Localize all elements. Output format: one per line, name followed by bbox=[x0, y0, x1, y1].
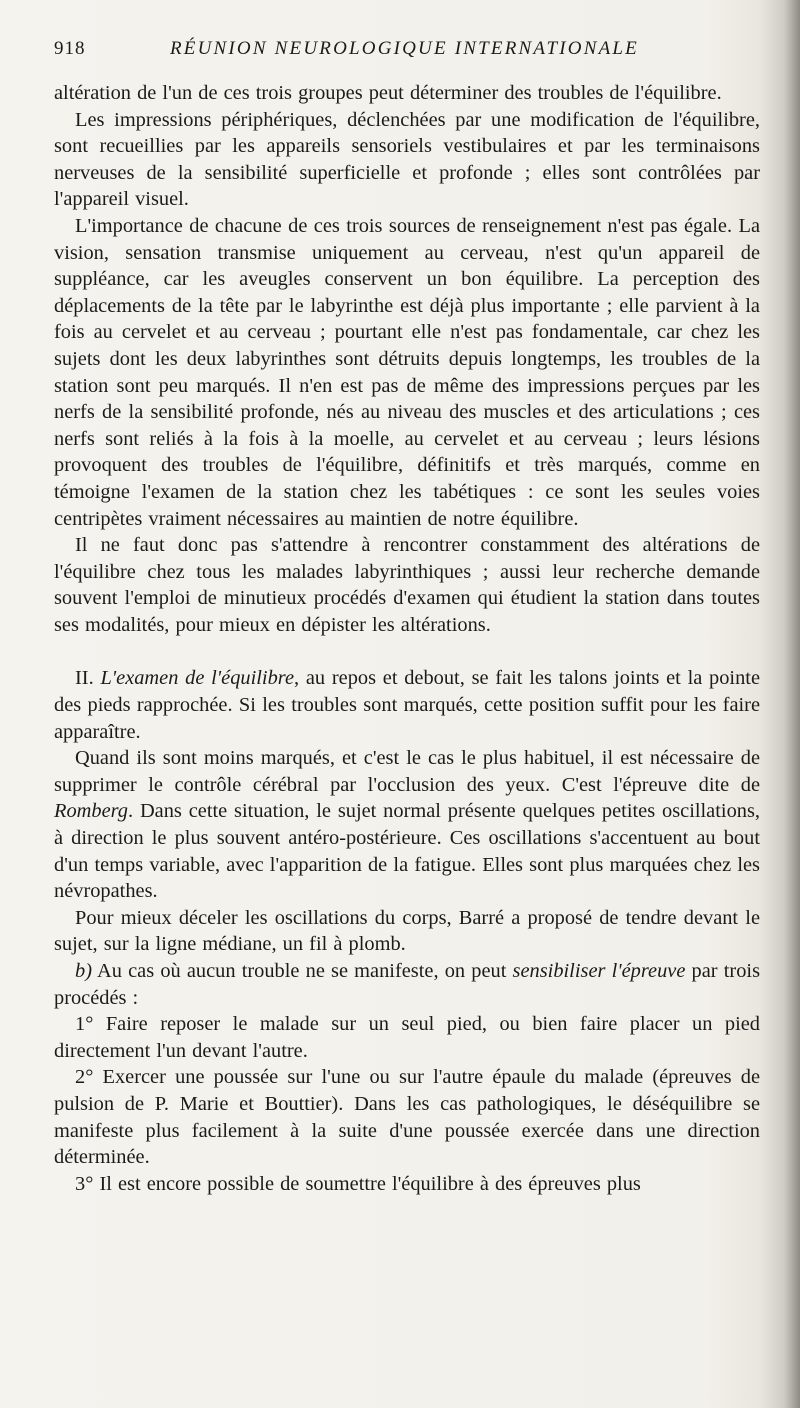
paragraph-4: Il ne faut donc pas s'attendre à rencontrer constamment des altérations de l'équilibre chez tous les malades labyrinthiques ; aussi leur recherche demande souvent l'emploi de minutieux procédés d'examen qui étudient la station dans toutes ses modalités, pour mieux en dépister les altérations. bbox=[54, 534, 760, 636]
paragraph-7: Pour mieux déceler les oscillations du corps, Barré a proposé de tendre devant le sujet, sur la ligne médiane, un fil à plomb. bbox=[54, 906, 760, 956]
running-title: RÉUNION NEUROLOGIQUE INTERNATIONALE bbox=[170, 38, 639, 59]
section-number: II. bbox=[75, 667, 94, 690]
paragraph-6-text-a: Quand ils sont moins marqués, et c'est le cas le plus habituel, il est nécessaire de supprimer le contrôle cérébral par l'occlusion des yeux. C'est l'épreuve dite de bbox=[54, 747, 760, 796]
paragraph-8 bbox=[54, 958, 760, 1011]
body-text bbox=[54, 80, 760, 1197]
paragraph-2: Les impressions périphériques, déclenchées par une modification de l'équilibre, sont recueillies par les appareils sensoriels vestibulaires et par les terminaisons nerveuses de la sensibilité superficielle et profonde ; elles sont contrôlées par l'appareil visuel. bbox=[54, 108, 760, 211]
romberg-term: Romberg bbox=[54, 800, 128, 823]
paragraph-5 bbox=[54, 665, 760, 745]
paragraph-3: L'importance de chacune de ces trois sources de renseignement n'est pas égale. La vision, sensation transmise uniquement au cerveau, n'est qu'un appareil de suppléance, car les aveugles conservent un bon équilibre. La perception des déplacements de la tête par le labyrinthe est déjà plus importante ; elle parvient à la fois au cervelet et au cerveau ; pourtant elle n'est pas fondamentale, car chez les sujets dont les deux labyrinthes sont détruits depuis longtemps, les troubles de la station sont peu marqués. Il n'en est pas de même des impressions perçues par les nerfs de la sensibilité profonde, nés au niveau des muscles et des articulations ; ces nerfs sont reliés à la fois à la moelle, au cervelet et au cerveau ; leurs lésions provoquent des troubles de l'équilibre, définitifs et très marqués, comme en témoigne l'examen de la station chez les tabétiques : ce sont les seules voies centripètes vraiment nécessaires au maintien de notre équilibre. bbox=[54, 214, 760, 530]
paragraph-8-text-b: par trois procédés : bbox=[54, 960, 761, 1009]
page-header bbox=[54, 38, 754, 68]
sensibiliser-term: sensibiliser l'épreuve bbox=[512, 960, 686, 982]
paragraph-11: 3° Il est encore possible de soumettre l'équilibre à des épreuves plus bbox=[75, 1172, 641, 1195]
paragraph-1: altération de l'un de ces trois groupes peut déterminer des troubles de l'équilibre. bbox=[54, 82, 722, 104]
paragraph-8-text-a: Au cas où aucun trouble ne se manifeste, on peut bbox=[92, 960, 513, 982]
paragraph-5-text: , au repos et debout, se fait les talons joints et la pointe des pieds rapprochée. Si les troubles sont marqués, cette position suffit pour les faire apparaître. bbox=[54, 667, 760, 743]
page-number: 918 bbox=[54, 38, 86, 59]
section-title: L'examen de l'équilibre bbox=[100, 667, 295, 690]
paragraph-9: 1° Faire reposer le malade sur un seul pied, ou bien faire placer un pied directement l'un devant l'autre. bbox=[54, 1013, 760, 1062]
paragraph-10: 2° Exercer une poussée sur l'une ou sur l'autre épaule du malade (épreuves de pulsion de P. Marie et Bouttier). Dans les cas pathologiques, le déséquilibre se manifeste plus facilement à la suite d'une poussée exercée dans une direction déterminée. bbox=[54, 1066, 760, 1169]
subsection-label: b) bbox=[75, 960, 92, 982]
paragraph-6 bbox=[54, 745, 760, 905]
paragraph-6-text-b: . Dans cette situation, le sujet normal présente quelques petites oscillations, à direction le plus souvent antéro-postérieure. Ces oscillations s'accentuent au bout d'un temps variable, avec l'apparition de la fatigue. Elles sont plus marquées chez les névropathes. bbox=[54, 800, 760, 903]
